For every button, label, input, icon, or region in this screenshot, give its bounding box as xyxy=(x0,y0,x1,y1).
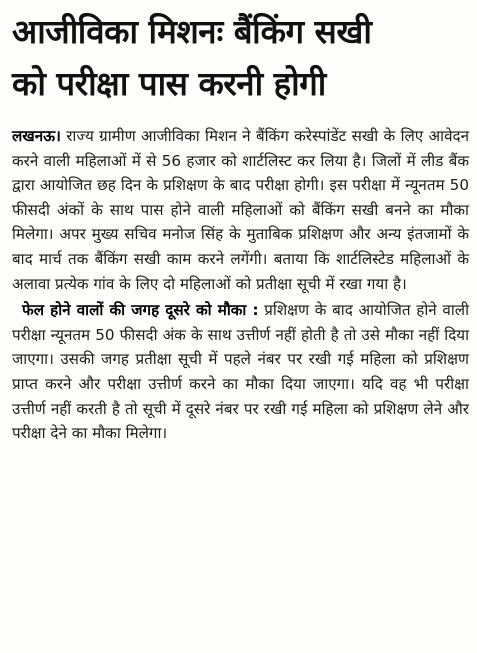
paragraph-1 xyxy=(12,124,469,296)
paragraph-2-text: प्रशिक्षण के बाद आयोजित होने वाली परीक्षा न्यूनतम 50 फीसदी अंक के साथ उत्तीर्ण नहीं होती है तो उसे मौका नहीं दिया जाएगा। उसकी जगह प्रतीक्षा सूची में पहले नंबर पर रखी गई महिला को प्रशिक्षण प्राप्त करने और परीक्षा उत्तीर्ण करने का मौका दिया जाएगा। यदि वह भी परीक्षा उत्तीर्ण नहीं करती है तो सूची में दूसरे नंबर पर रखी गई महिला को प्रशिक्षण लेने और परीक्षा देने का मौका मिलेगा। xyxy=(12,301,470,443)
paragraph-2 xyxy=(12,298,469,446)
dateline: लखनऊ। xyxy=(12,127,61,145)
headline-line-2: को परीक्षा पास करनी होगी xyxy=(12,64,326,103)
subheading: फेल होने वालों की जगह दूसरे को मौका : xyxy=(22,301,259,320)
headline xyxy=(12,0,469,110)
headline-line-1: आजीविका मिशनः बैंकिंग सखी xyxy=(12,12,372,51)
paragraph-1-text: राज्य ग्रामीण आजीविका मिशन ने बैंकिंग करेस्पांडेंट सखी के लिए आवेदन करने वाली महिलाओं में से 56 हजार को शार्टलिस्ट कर लिया है। जिलों में लीड बैंक द्वारा आयोजित छह दिन के प्रशिक्षण के बाद परीक्षा होगी। इस परीक्षा में न्यूनतम 50 फीसदी अंकों के साथ पास होने वाली महिलाओं को बैंकिंग सखी बनने का मौका मिलेगा। अपर मुख्य सचिव मनोज सिंह के मुताबिक प्रशिक्षण और अन्य इंतजामों के बाद मार्च तक बैंकिंग सखी काम करने लगेंगी। बताया कि शार्टलिस्टेड महिलाओं के अलावा प्रत्येक गांव के लिए दो महिलाओं को प्रतीक्षा सूची में रखा गया है। xyxy=(12,127,470,293)
article-body xyxy=(12,124,469,446)
